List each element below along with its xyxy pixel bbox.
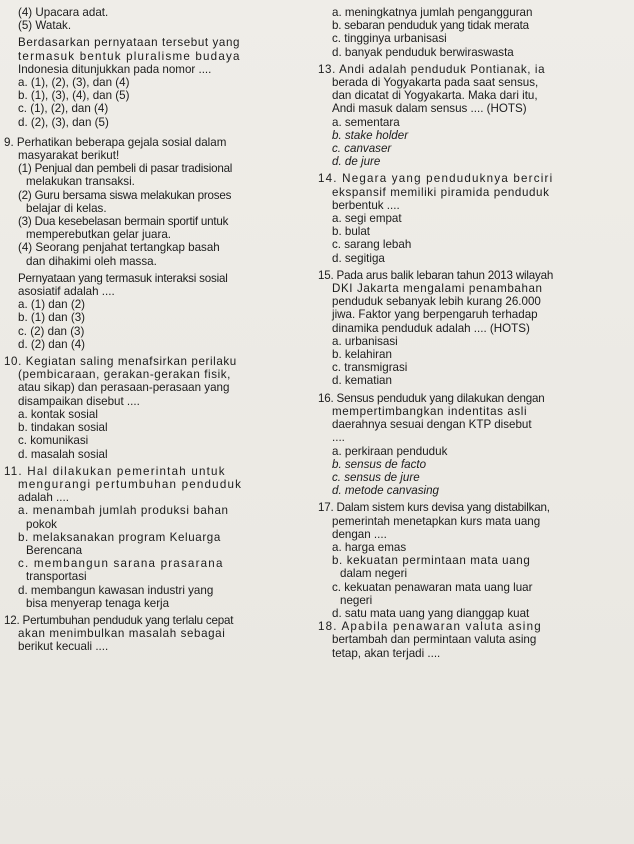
- text-line: c. membangun sarana prasarana: [18, 557, 224, 571]
- text-line: pokok: [26, 517, 57, 531]
- text-line: Andi masuk dalam sensus .... (HOTS): [332, 102, 527, 116]
- text-line: d. metode canvasing: [332, 484, 439, 498]
- text-line: b. kekuatan permintaan mata uang: [332, 554, 531, 568]
- text-line: a. sementara: [332, 115, 400, 129]
- text-line: d. masalah sosial: [18, 447, 108, 461]
- text-line: b. bulat: [332, 225, 371, 239]
- text-line: DKI Jakarta mengalami penambahan: [332, 282, 543, 296]
- text-line: (4) Upacara adat.: [18, 6, 109, 19]
- text-line: bertambah dan permintaan valuta asing: [332, 633, 537, 647]
- text-line: a. harga emas: [332, 540, 407, 554]
- text-line: dengan ....: [332, 527, 387, 541]
- text-line: Pernyataan yang termasuk interaksi sosial: [18, 271, 228, 285]
- text-line: akan menimbulkan masalah sebagai: [18, 627, 226, 641]
- text-line: tetap, akan terjadi ....: [332, 646, 441, 660]
- text-line: c. transmigrasi: [332, 361, 408, 375]
- text-line: pemerintah menetapkan kurs mata uang: [332, 514, 541, 528]
- text-line: b. melaksanakan program Keluarga: [18, 530, 221, 544]
- left-column: [4, 6, 304, 654]
- text-line: 16. Sensus penduduk yang dilakukan dengan: [318, 391, 545, 405]
- text-line: asosiatif adalah ....: [18, 285, 115, 299]
- text-line: ....: [332, 431, 345, 445]
- text-line: a. menambah jumlah produksi bahan: [18, 504, 229, 518]
- text-line: (pembicaraan, gerakan-gerakan fisik,: [18, 368, 231, 382]
- text-line: d. (2) dan (4): [18, 337, 86, 351]
- text-line: a. meningkatnya jumlah pengangguran: [332, 6, 533, 19]
- text-line: 13. Andi adalah penduduk Pontianak, ia: [318, 62, 546, 76]
- text-line: c. (1), (2), dan (4): [18, 102, 109, 116]
- text-line: b. tindakan sosial: [18, 421, 108, 435]
- text-line: (5) Watak.: [18, 19, 72, 33]
- text-line: 17. Dalam sistem kurs devisa yang distabilkan,: [318, 501, 550, 515]
- text-line: d. (2), (3), dan (5): [18, 115, 109, 129]
- text-line: 11. Hal dilakukan pemerintah untuk: [4, 464, 226, 478]
- text-line: (2) Guru bersama siswa melakukan proses: [18, 188, 232, 202]
- text-line: c. canvaser: [332, 142, 392, 156]
- text-line: a. perkiraan penduduk: [332, 444, 448, 458]
- text-line: b. (1), (3), (4), dan (5): [18, 89, 130, 103]
- text-line: (3) Dua kesebelasan bermain sportif untuk: [18, 215, 229, 229]
- text-line: d. membangun kawasan industri yang: [18, 583, 214, 597]
- text-line: Berencana: [26, 543, 83, 557]
- text-line: memperebutkan gelar juara.: [26, 228, 172, 242]
- text-line: c. tingginya urbanisasi: [332, 32, 447, 46]
- text-line: termasuk bentuk pluralisme budaya: [18, 49, 241, 63]
- text-line: jiwa. Faktor yang berpengaruh terhadap: [332, 308, 538, 322]
- text-line: (1) Penjual dan pembeli di pasar tradisional: [18, 162, 233, 176]
- text-line: b. kelahiran: [332, 348, 392, 362]
- text-line: d. satu mata uang yang dianggap kuat: [332, 606, 530, 620]
- text-line: a. (1) dan (2): [18, 298, 86, 312]
- text-line: adalah ....: [18, 491, 69, 505]
- text-line: c. komunikasi: [18, 434, 89, 448]
- text-line: d. kematian: [332, 374, 392, 388]
- text-line: dan dicatat di Yogyakarta. Maka dari itu,: [332, 89, 538, 103]
- spacer: [4, 129, 304, 136]
- text-line: 14. Negara yang penduduknya berciri: [318, 172, 554, 186]
- text-line: a. kontak sosial: [18, 407, 98, 421]
- text-line: 18. Apabila penawaran valuta asing: [318, 620, 542, 634]
- text-line: c. kekuatan penawaran mata uang luar: [332, 580, 533, 594]
- text-line: transportasi: [26, 570, 87, 584]
- text-line: (4) Seorang penjahat tertangkap basah: [18, 241, 220, 255]
- text-line: daerahnya sesuai dengan KTP disebut: [332, 418, 532, 432]
- text-line: b. stake holder: [332, 128, 409, 142]
- text-line: Indonesia ditunjukkan pada nomor ....: [18, 62, 212, 76]
- text-line: 10. Kegiatan saling menafsirkan perilaku: [4, 355, 237, 369]
- text-line: a. segi empat: [332, 212, 402, 226]
- text-line: a. (1), (2), (3), dan (4): [18, 76, 130, 90]
- text-line: c. sarang lebah: [332, 238, 412, 252]
- text-line: 9. Perhatikan beberapa gejala sosial dalam: [4, 135, 227, 149]
- text-line: atau sikap) dan perasaan-perasaan yang: [18, 381, 230, 395]
- text-line: mempertimbangkan indentitas asli: [332, 404, 528, 418]
- text-line: melakukan transaksi.: [26, 175, 135, 189]
- text-line: masyarakat berikut!: [18, 149, 120, 163]
- text-line: b. (1) dan (3): [18, 311, 86, 325]
- text-line: penduduk sebanyak lebih kurang 26.000: [332, 295, 541, 309]
- text-line: berbentuk ....: [332, 198, 400, 212]
- text-line: dalam negeri: [340, 567, 408, 581]
- text-line: negeri: [340, 593, 373, 607]
- text-line: mengurangi pertumbuhan penduduk: [18, 477, 243, 491]
- right-column: [318, 6, 630, 660]
- text-line: 12. Pertumbuhan penduduk yang terlalu cepat: [4, 613, 234, 627]
- text-line: d. banyak penduduk berwiraswasta: [332, 45, 514, 59]
- text-line: Berdasarkan pernyataan tersebut yang: [18, 36, 241, 50]
- text-line: bisa menyerap tenaga kerja: [26, 596, 170, 610]
- text-line: dan dihakimi oleh massa.: [26, 254, 157, 268]
- text-line: b. sensus de facto: [332, 457, 427, 471]
- text-line: dinamika penduduk adalah .... (HOTS): [332, 321, 530, 335]
- text-line: b. sebaran penduduk yang tidak merata: [332, 19, 529, 33]
- text-line: disampaikan disebut ....: [18, 394, 140, 408]
- text-line: d. de jure: [332, 155, 381, 169]
- text-line: c. (2) dan (3): [18, 324, 85, 338]
- text-line: berikut kecuali ....: [18, 640, 109, 654]
- text-line: berada di Yogyakarta pada saat sensus,: [332, 76, 539, 90]
- text-line: ekspansif memiliki piramida penduduk: [332, 185, 550, 199]
- text-line: d. segitiga: [332, 251, 385, 265]
- text-line: a. urbanisasi: [332, 334, 398, 348]
- text-line: belajar di kelas.: [26, 201, 107, 215]
- text-line: 15. Pada arus balik lebaran tahun 2013 wilayah: [318, 268, 554, 282]
- text-line: c. sensus de jure: [332, 470, 420, 484]
